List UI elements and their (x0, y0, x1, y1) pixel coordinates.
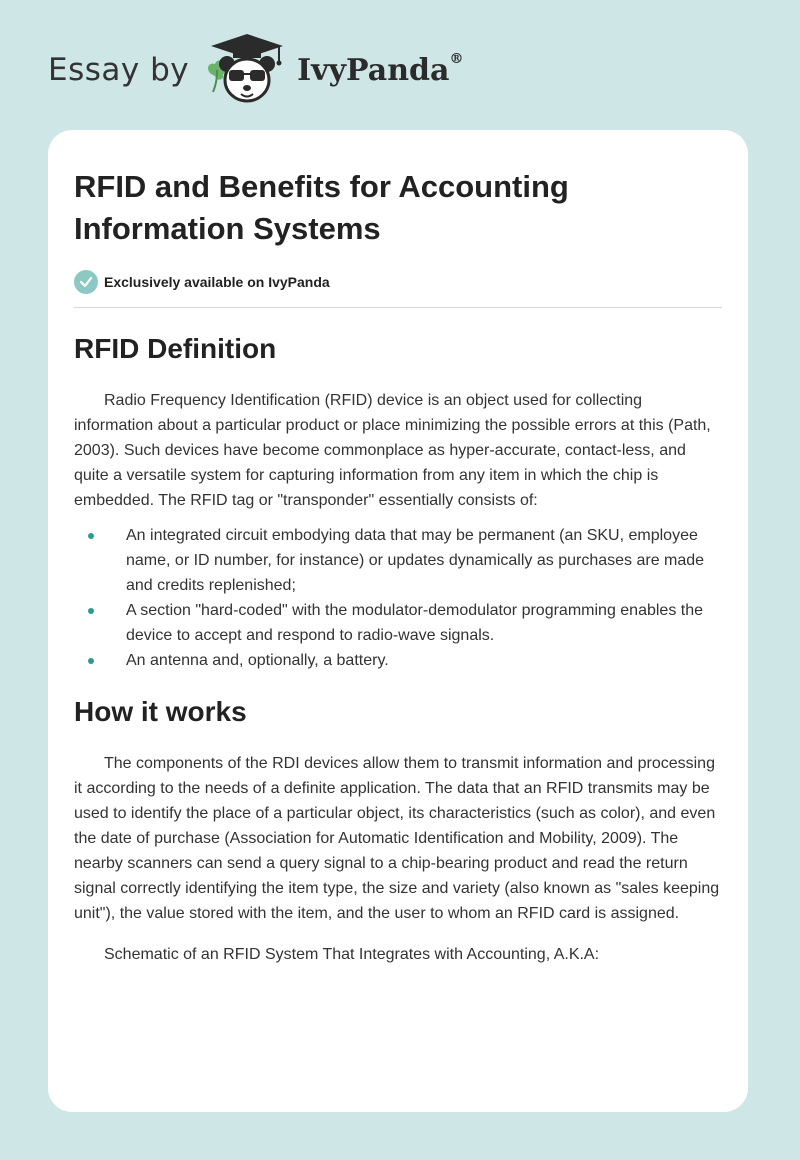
essay-card (48, 130, 748, 1112)
essay-by-label: Essay by (48, 52, 190, 88)
section-heading-how-it-works: How it works (74, 696, 247, 727)
brand-name: IvyPanda (297, 52, 450, 88)
divider (74, 307, 722, 308)
list-item: An antenna and, optionally, a battery. (74, 648, 722, 673)
list-item: An integrated circuit embodying data that may be permanent (an SKU, employee name, or ID number, for instance) or updates dynamically as purchases are made and credits replenished; (74, 523, 722, 598)
registered-mark: ® (449, 50, 464, 67)
bullet-icon (88, 608, 94, 614)
list-item: A section "hard-coded" with the modulator-demodulator programming enables the device to accept and respond to radio-wave signals. (74, 598, 722, 648)
panda-logo-icon (203, 32, 289, 108)
ivypanda-logo[interactable] (203, 32, 463, 108)
section-paragraph-definition: Radio Frequency Identification (RFID) device is an object used for collecting information about a particular product or place minimizing the possible errors at this (Path, 2003). Such devices have become commonplace as hyper-accurate, contact-less, and quite a versatile system for capturing information from any item in which the chip is embedded. The RFID tag or "transponder" essentially consists of: (74, 392, 711, 509)
page-title: RFID and Benefits for Accounting Information Systems (74, 169, 569, 246)
bullet-icon (88, 658, 94, 664)
site-header (48, 30, 463, 110)
section-paragraph-how-it-works: The components of the RDI devices allow them to transmit information and processing it according to the needs of a definite application. The data that an RFID transmits may be used to identify the place of a particular object, its characteristics (such as color), and even the date of purchase (Association for Automatic Identification and Mobility, 2009). The nearby scanners can send a query signal to a chip-bearing product and read the return signal correctly identifying the item type, the size and variety (also known as "sales keeping unit"), the value stored with the item, and the user to whom an RFID card is assigned. (74, 755, 720, 922)
exclusive-badge (74, 270, 722, 294)
exclusive-label: Exclusively available on IvyPanda (104, 274, 330, 290)
bullet-icon (88, 533, 94, 539)
transponder-components-list (74, 523, 722, 673)
check-icon (74, 270, 98, 294)
section-heading-rfid-definition: RFID Definition (74, 333, 277, 364)
schematic-caption: Schematic of an RFID System That Integrates with Accounting, A.K.A: (104, 946, 600, 963)
